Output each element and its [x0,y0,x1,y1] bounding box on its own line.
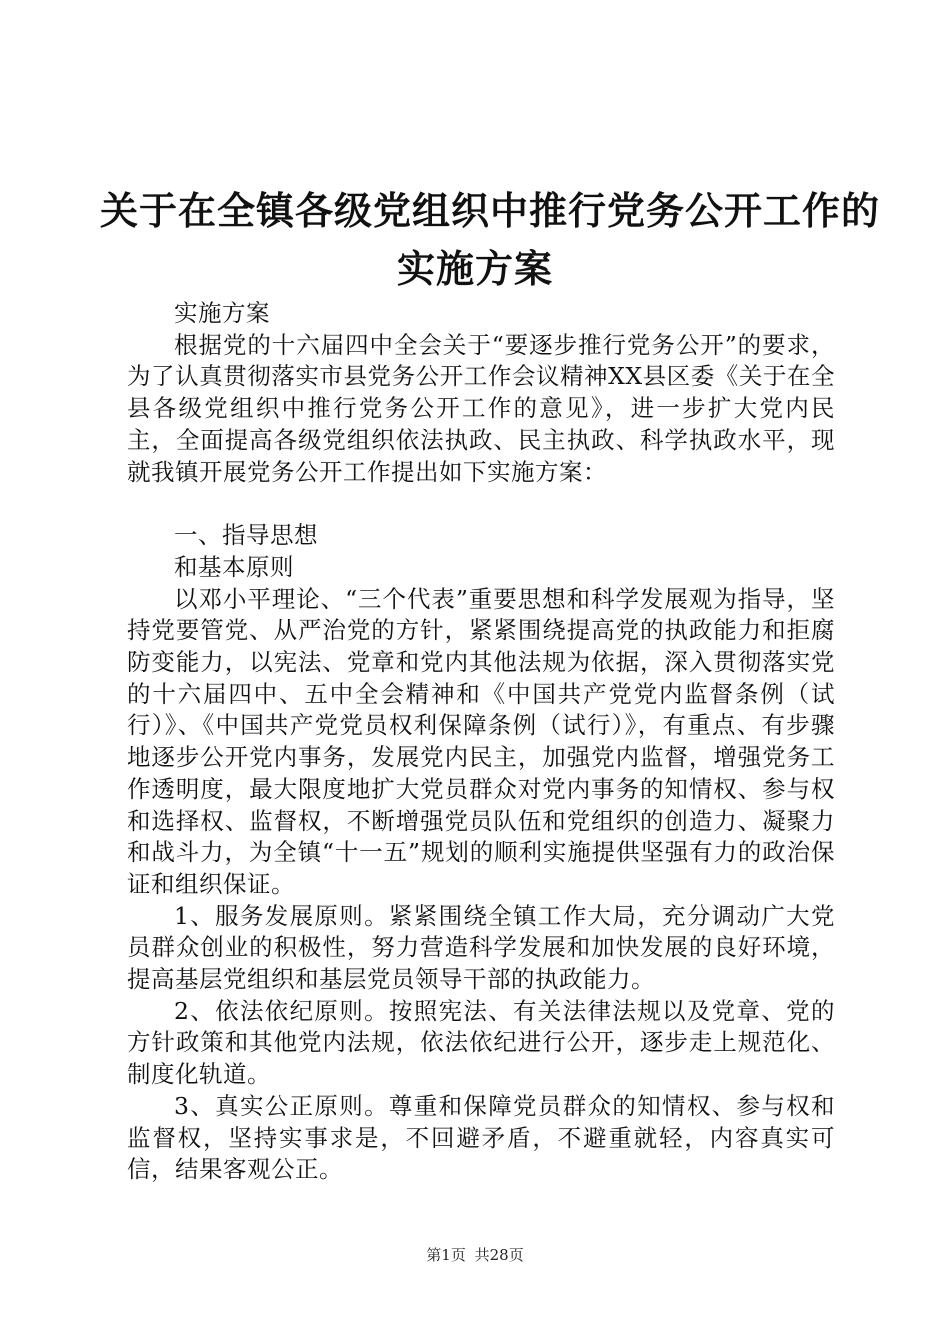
paragraph-principle-3: 3、真实公正原则。尊重和保障党员群众的知情权、参与权和监督权，坚持实事求是，不回避矛盾，不避重就轻，内容真实可信，结果客观公正。 [127,1091,835,1184]
title-line-1: 关于在全镇各级党组织中推行党务公开工作的 [100,189,881,233]
section-heading-guiding-ideology: 一、指导思想 [174,521,318,550]
paragraph-intro: 根据党的十六届四中全会关于“要逐步推行党务公开”的要求，为了认真贯彻落实市县党务公开工作会议精神XX县区委《关于在全县各级党组织中推行党务公开工作的意见》，进一步扩大党内民主，全面提高各级党组织依法执政、民主执政、科学执政水平，现就我镇开展党务公开工作提出如下实施方案： [127,330,835,486]
page-total: 共28页 [474,1246,524,1264]
paragraph-subtitle: 实施方案 [174,299,270,327]
document-title [100,182,881,298]
section-heading-basic-principles: 和基本原则 [174,552,294,581]
page-number: 第1页 [426,1246,466,1264]
document-body [127,298,835,1186]
title-line-2: 实施方案 [396,247,553,291]
page-footer [0,1245,950,1265]
paragraph-guiding-ideology: 以邓小平理论、“三个代表”重要思想和科学发展观为指导，坚持党要管党、从严治党的方针，紧紧围绕提高党的执政能力和拒腐防变能力，以宪法、党章和党内其他法规为依据，深入贯彻落实党的十六届四中、五中全会精神和《中国共产党党内监督条例（试行）》、《中国共产党党员权利保障条例（试行）》，有重点、有步骤地逐步公开党内事务，发展党内民主，加强党内监督，增强党务工作透明度，最大限度地扩大党员群众对党内事务的知情权、参与权和选择权、监督权，不断增强党员队伍和党组织的创造力、凝聚力和战斗力，为全镇“十一五”规划的顺利实施提供坚强有力的政治保证和组织保证。 [127,584,835,898]
paragraph-principle-1: 1、服务发展原则。紧紧围绕全镇工作大局，充分调动广大党员群众创业的积极性，努力营造科学发展和加快发展的良好环境，提高基层党组织和基层党员领导干部的执政能力。 [127,901,835,994]
paragraph-principle-2: 2、依法依纪原则。按照宪法、有关法律法规以及党章、党的方针政策和其他党内法规，依法依纪进行公开，逐步走上规范化、制度化轨道。 [127,996,835,1089]
